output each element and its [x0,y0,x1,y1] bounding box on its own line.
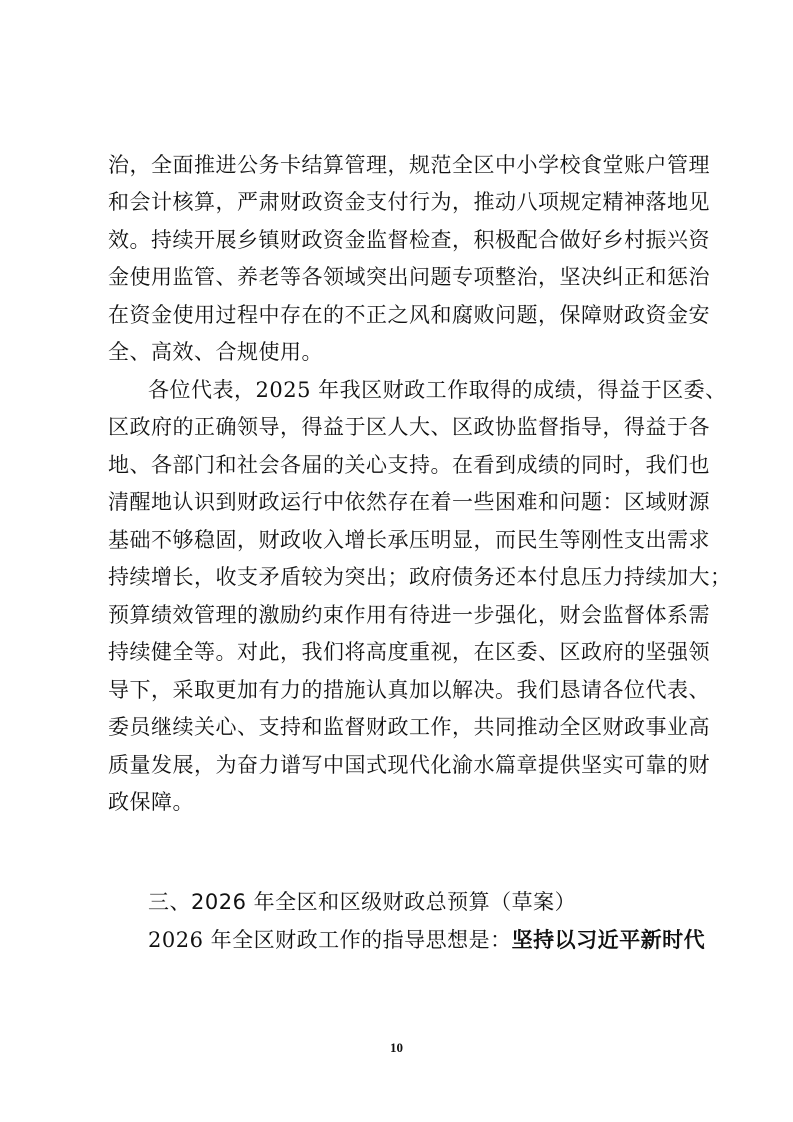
body-line [148,925,706,955]
body-line: 效。持续开展乡镇财政资金监督检查，积极配合做好乡村振兴资 [108,228,710,252]
body-line: 委员继续关心、支持和监督财政工作，共同推动全区财政事业高 [108,715,710,739]
body-line: 全、高效、合规使用。 [108,340,323,364]
body-line: 基础不够稳固，财政收入增长承压明显，而民生等刚性支出需求 [108,528,710,552]
guiding-ideology-intro: 2026 年全区财政工作的指导思想是： [148,928,512,952]
body-line: 持续增长，收支矛盾较为突出；政府债务还本付息压力持续加大； [108,565,732,589]
body-line: 区政府的正确领导，得益于区人大、区政协监督指导，得益于各 [108,415,710,439]
body-line: 清醒地认识到财政运行中依然存在着一些困难和问题：区域财源 [108,490,710,514]
body-line: 持续健全等。对此，我们将高度重视，在区委、区政府的坚强领 [108,640,710,664]
body-line: 导下，采取更加有力的措施认真加以解决。我们恳请各位代表、 [108,678,710,702]
body-line: 在资金使用过程中存在的不正之风和腐败问题，保障财政资金安 [108,303,710,327]
section-heading: 三、2026 年全区和区级财政总预算（草案） [148,890,577,914]
body-line: 各位代表，2025 年我区财政工作取得的成绩，得益于区委、 [148,378,727,402]
body-line: 和会计核算，严肃财政资金支付行为，推动八项规定精神落地见 [108,190,710,214]
body-line: 金使用监管、养老等各领域突出问题专项整治，坚决纠正和惩治 [108,265,710,289]
page-number: 10 [390,1040,403,1055]
body-line: 治，全面推进公务卡结算管理，规范全区中小学校食堂账户管理 [108,153,710,177]
guiding-ideology-emphasis: 坚持以习近平新时代 [511,928,706,952]
body-line: 地、各部门和社会各届的关心支持。在看到成绩的同时，我们也 [108,453,710,477]
body-line: 质量发展，为奋力谱写中国式现代化渝水篇章提供坚实可靠的财 [108,753,710,777]
body-line: 预算绩效管理的激励约束作用有待进一步强化，财会监督体系需 [108,603,710,627]
body-line: 政保障。 [108,790,194,814]
